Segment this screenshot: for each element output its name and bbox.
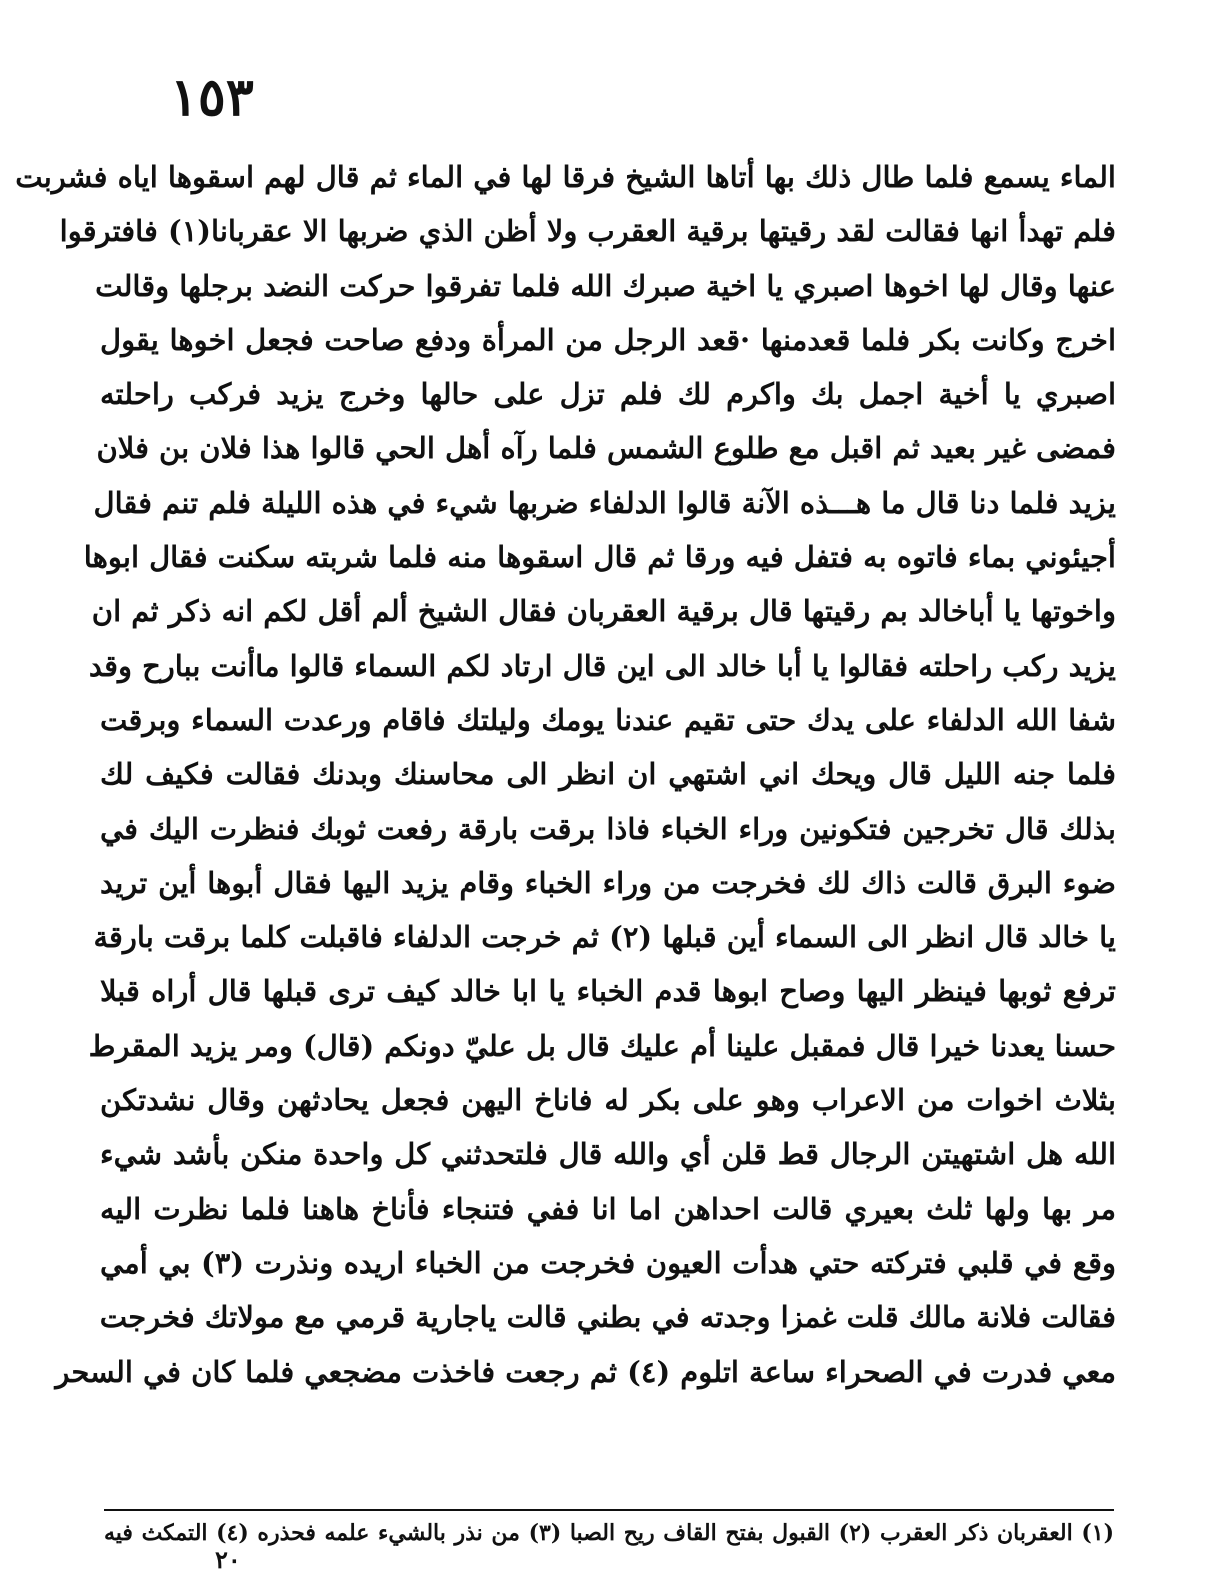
text-line: معي فدرت في الصحراء ساعة اتلوم (٤) ثم رجعت فاخذت مضجعي فلما كان في السحر [55,1354,1116,1389]
text-line: ضوء البرق قالت ذاك لك فخرجت من وراء الخباء وقام يزيد اليها فقال أبوها أين تريد [100,865,1116,900]
text-line: مر بها ولها ثلث بعيري قالت احداهن اما انا ففي فتنجاء فأناخ هاهنا فلما نظرت اليه [100,1191,1116,1226]
text-line: حسنا يعدنا خيرا قال فمقبل علينا أم عليك قال بل عليّ دونكم (قال) ومر يزيد المقرط [88,1028,1116,1063]
footnote-divider [104,1509,1114,1511]
text-line: الله هل اشتهيتن الرجال قط قلن أي والله قال فلتحدثني كل واحدة منكن بأشد شيء [100,1137,1116,1172]
text-line: شفا الله الدلفاء على يدك حتى تقيم عندنا يومك وليلتك فاقام ورعدت السماء وبرقت [100,702,1116,737]
signature-mark: ٢٠ [215,1545,241,1574]
text-line: يزيد فلما دنا قال ما هـــذه الآنة قالوا الدلفاء ضربها شيء في هذه الليلة فلم تنم فقال [93,485,1116,520]
page-number: ١٥٣ [170,67,254,128]
text-line: يزيد ركب راحلته فقالوا يا أبا خالد الى اين قال ارتاد لكم السماء قالوا ماأنت ببارح وقد [88,648,1116,683]
text-line: ترفع ثوبها فينظر اليها وصاح ابوها قدم الخباء يا ابا خالد كيف ترى قبلها قال أراه قبلا [100,974,1116,1009]
footnote: (١) العقربان ذكر العقرب (٢) القبول بفتح القاف ريح الصبا (٣) من نذر بالشيء علمه فحذره (٤) التمكث فيه [104,1520,1114,1546]
text-line: اخرج وكانت بكر فلما قعدمنها ·قعد الرجل من المرأة ودفع صاحت فجعل اخوها يقول [100,322,1116,357]
text-line: فقالت فلانة مالك قلت غمزا وجدته في بطني قالت ياجارية قرمي مع مولاتك فخرجت [99,1300,1116,1335]
text-line: فلم تهدأ انها فقالت لقد رقيتها برقية العقرب ولا أظن الذي ضربها الا عقربانا(١) فافترقوا [59,214,1116,249]
text-line: اصبري يا أخية اجمل بك واكرم لك فلم تزل على حالها وخرج يزيد فركب راحلته [100,377,1116,412]
body-text [15,150,1116,1399]
text-line: وقع في قلبي فتركته حتي هدأت العيون فخرجت من الخباء اريده ونذرت (٣) بي أمي [100,1245,1116,1280]
text-line: أجيئوني بماء فاتوه به فتفل فيه ورقا ثم قال اسقوها منه فلما شربته سكنت فقال ابوها [83,540,1116,575]
text-line: عنها وقال لها اخوها اصبري يا اخية صبرك الله فلما تفرقوا حركت النضد برجلها وقالت [95,268,1116,303]
text-line: يا خالد قال انظر الى السماء أين قبلها (٢) ثم خرجت الدلفاء فاقبلت كلما برقت بارقة [93,920,1116,955]
text-line: بثلاث اخوات من الاعراب وهو على بكر له فاناخ اليهن فجعل يحادثهن وقال نشدتكن [100,1083,1116,1118]
text-line: فلما جنه الليل قال ويحك اني اشتهي ان انظر الى محاسنك وبدنك فقالت فكيف لك [100,757,1116,792]
text-line: بذلك قال تخرجين فتكونين وراء الخباء فاذا برقت بارقة رفعت ثوبك فنظرت اليك في [100,811,1116,846]
text-line: فمضى غير بعيد ثم اقبل مع طلوع الشمس فلما رآه أهل الحي قالوا هذا فلان بن فلان [96,431,1116,466]
text-line: الماء يسمع فلما طال ذلك بها أتاها الشيخ فرقا لها في الماء ثم قال لهم اسقوها اياه فشربت [15,160,1116,194]
text-line: واخوتها يا أباخالد بم رقيتها قال برقية العقربان فقال الشيخ ألم أقل لكم انه ذكر ثم ان [91,594,1116,629]
